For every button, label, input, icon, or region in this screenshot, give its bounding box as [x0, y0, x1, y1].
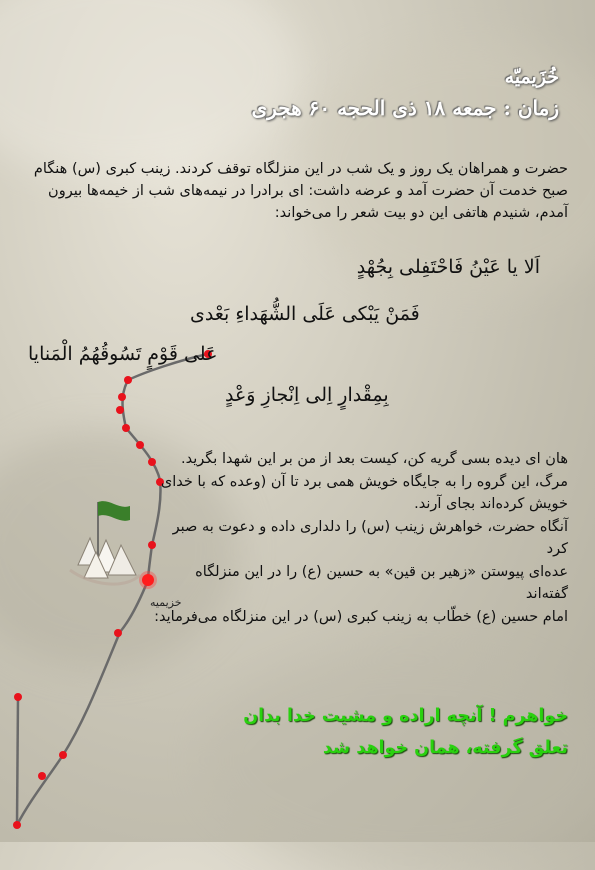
route-stop: [59, 751, 67, 759]
translation-paragraph: عده‌ای پیوستن «زهیر بن قین» به حسین (ع) را در این منزلگاه گفته‌اند: [195, 563, 568, 602]
route-branch: [17, 697, 18, 825]
route-stop: [114, 629, 122, 637]
camp-tents-icon: [70, 501, 140, 584]
route-stop: [136, 441, 144, 449]
route-stop: [14, 693, 22, 701]
translation-paragraph: آنگاه حضرت، خواهرش زینب (س) را دلداری داده و دعوت به صبر کرد: [172, 518, 568, 557]
translation-block: [150, 448, 568, 628]
intro-paragraph: حضرت و همراهان یک روز و یک شب در این منزلگاه توقف کردند. زینب کبری (س) هنگام صبح خدمت آن حضرت آمد و عرضه داشت: ای برادرا در نیمه‌های شب از خیمه‌ها بیرون آمدم، شنیدم هاتفی این دو بیت شعر را می‌خواند:: [33, 161, 568, 221]
route-stop: [122, 424, 130, 432]
poem-line-1: اَلا یا عَیْنُ فَاحْتَفِلی بِجُهْدٍ: [356, 256, 540, 278]
route-stop: [118, 393, 126, 401]
route-stop: [13, 821, 21, 829]
poem-line-3: عَلی قَوْمٍ تَسُوقُهُمُ الْمَنایا: [28, 343, 218, 365]
route-stop: [116, 406, 124, 414]
route-stop: [38, 772, 46, 780]
translation-paragraph: امام حسین (ع) خطّاب به زینب کبری (س) در این منزلگاه می‌فرماید:: [154, 608, 568, 625]
poem-line-4: بِمِقْدارٍ اِلی اِنْجازِ وَعْدٍ: [225, 384, 389, 406]
page-title: خُزَیمیّه: [504, 66, 559, 88]
poem-line-2: فَمَنْ یَبْکی عَلَی الشُّهَداءِ بَعْدی: [190, 303, 420, 325]
closing-quote: خواهرم ! آنچه اراده و مشیت خدا بدان تعلق گرفته، همان خواهد شد: [243, 706, 568, 758]
green-flag-icon: [98, 501, 130, 521]
date-line: زمان : جمعه ۱۸ ذی الحجه ۶۰ هجری: [251, 96, 559, 120]
route-stop: [124, 376, 132, 384]
translation-paragraph: هان ای دیده بسی گریه کن، کیست بعد از من بر این شهدا بگرید. مرگ، این گروه را به جایگاه خویش همی برد تا آن (وعده که با خدای خویش کرده‌اند بجای آرند.: [160, 451, 568, 512]
current-stop-label: خزیمیه: [150, 596, 182, 609]
